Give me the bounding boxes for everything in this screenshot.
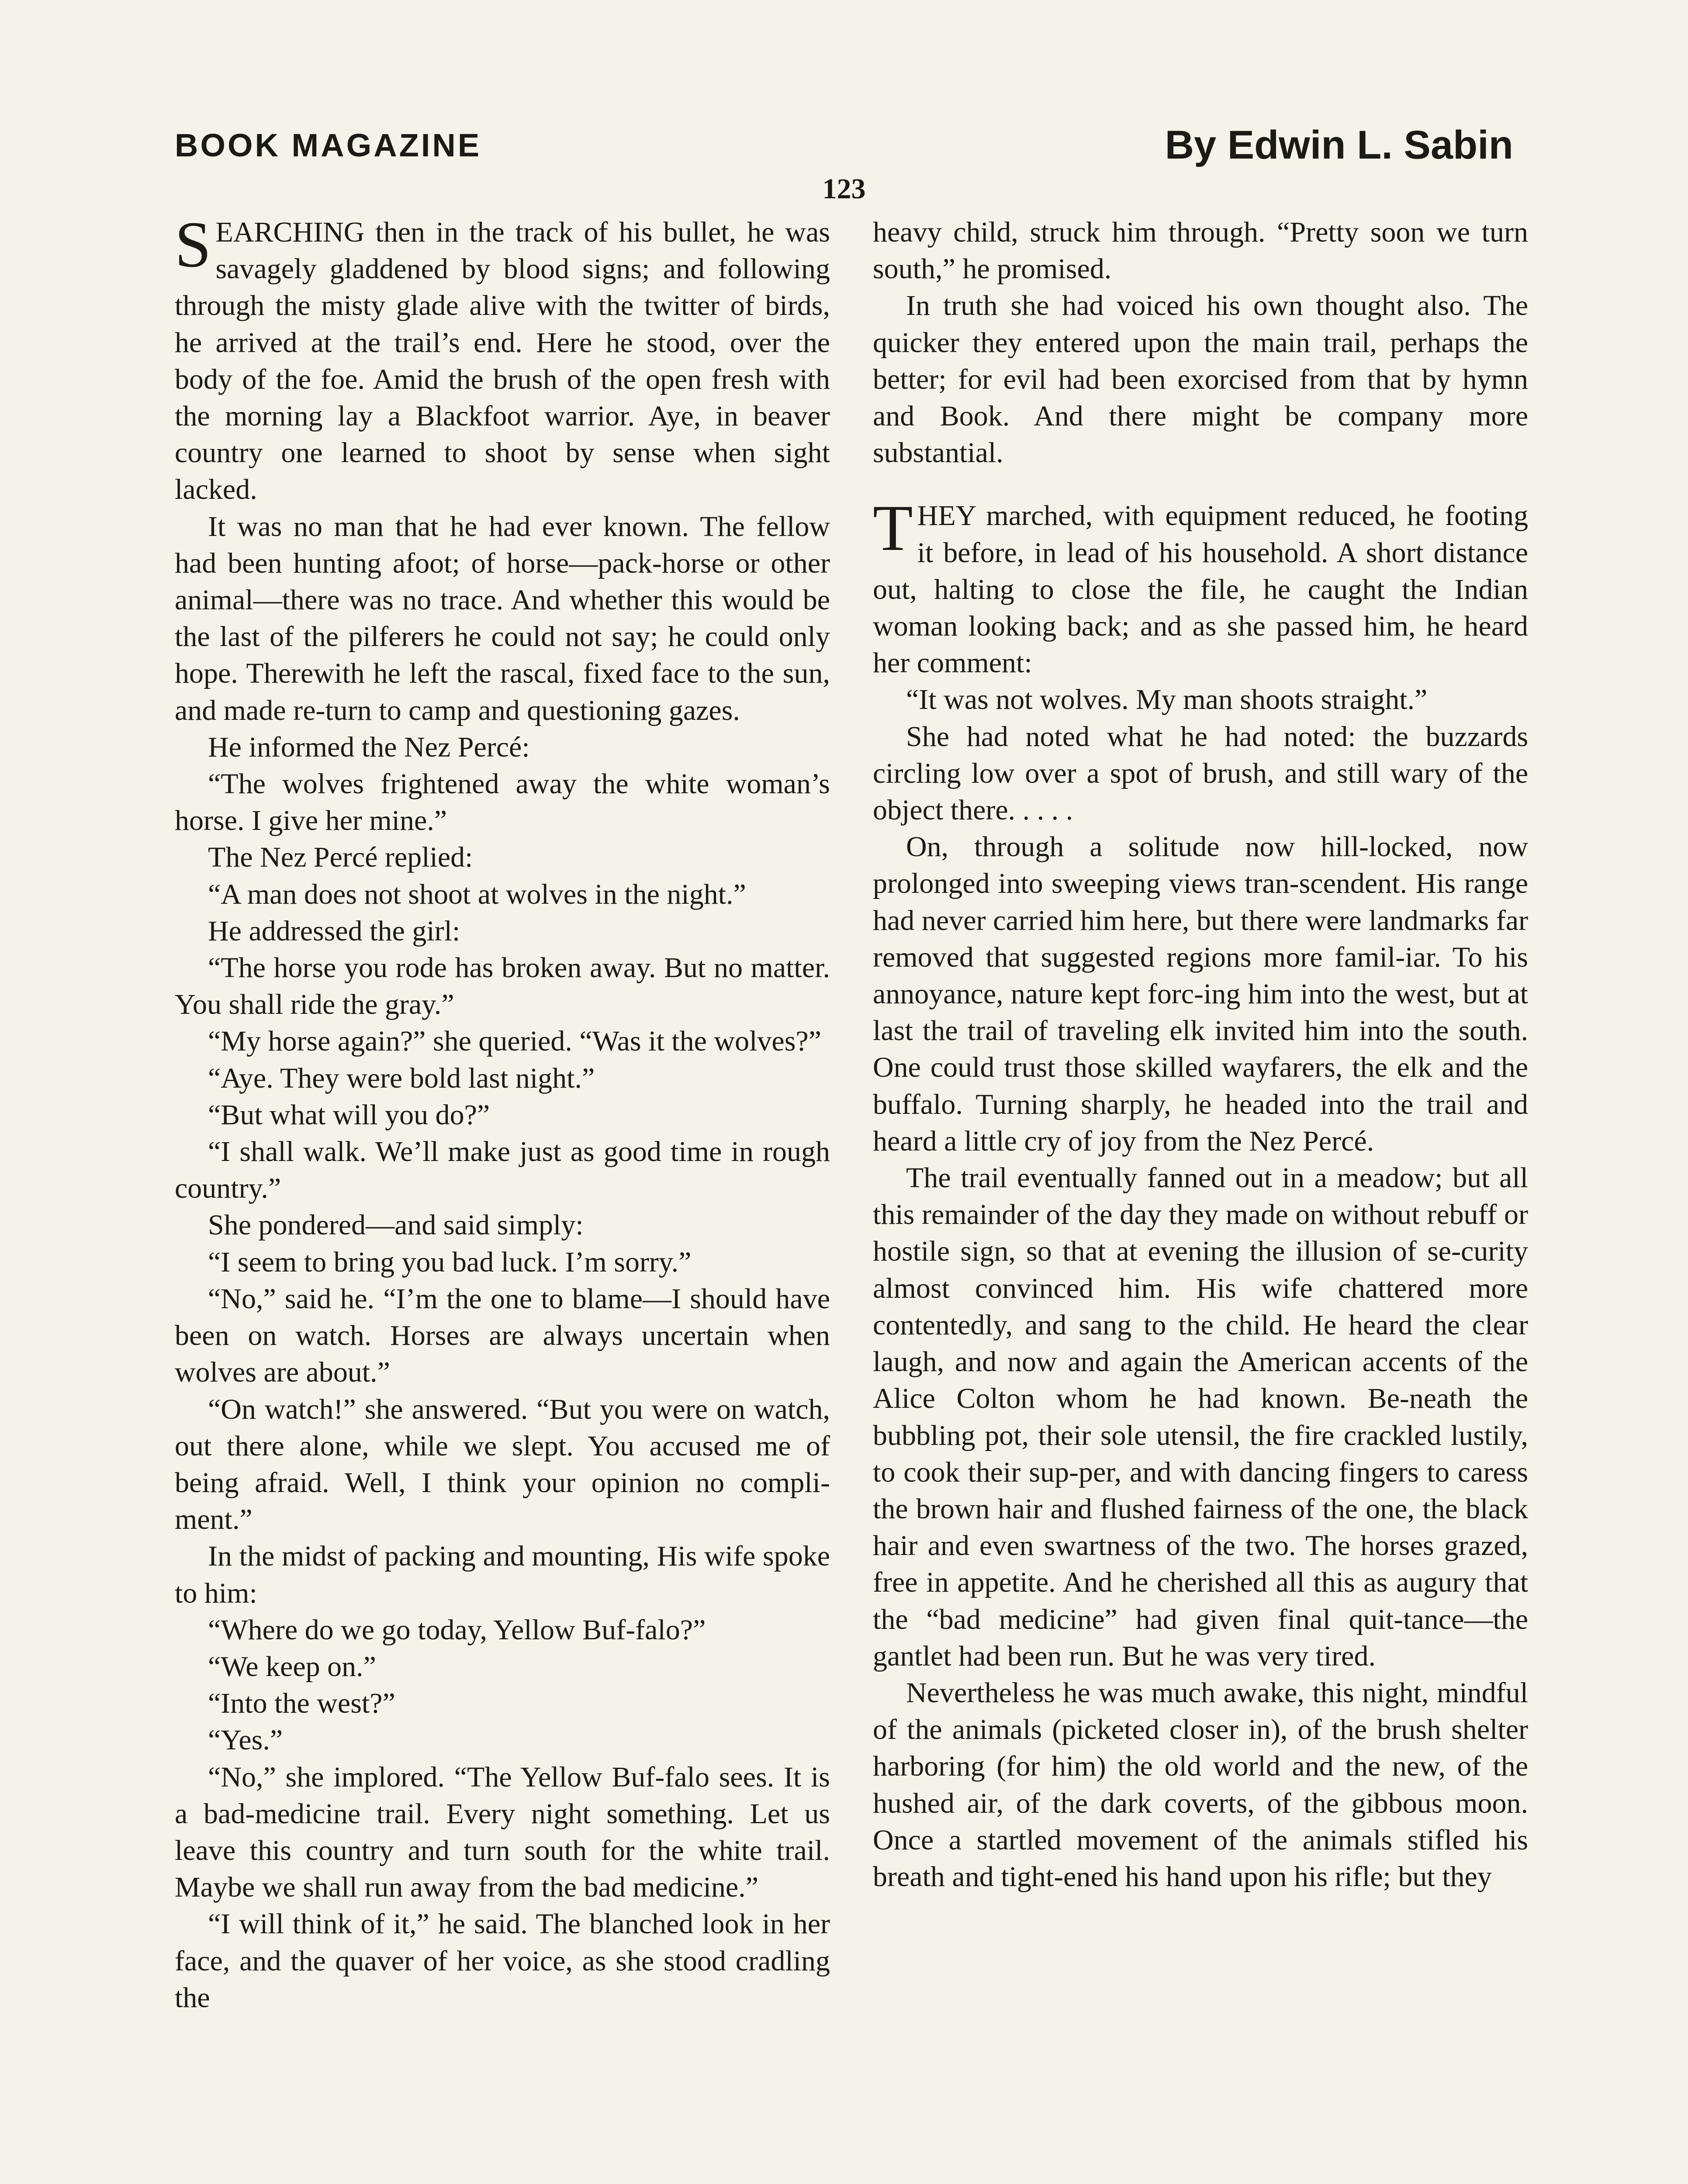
paragraph: Nevertheless he was much awake, this night, mindful of the animals (picketed closer in), of the brush shelter harboring (for him) the old world and the new, of the hushed air, of the dark coverts, of the gibbous moon. Once a startled movement of the animals stifled his breath and tight-ened his hand upon his rifle; but they	[873, 1676, 1528, 1893]
paragraph: “The wolves frightened away the white woman’s horse. I give her mine.”	[175, 768, 830, 837]
paragraph: “Where do we go today, Yellow Buf-falo?”	[208, 1614, 706, 1646]
paragraph: “We keep on.”	[208, 1650, 376, 1683]
paragraph: “I seem to bring you bad luck. I’m sorry.”	[208, 1246, 692, 1278]
publication-title: BOOK MAGAZINE	[175, 127, 482, 163]
paragraph: The Nez Percé replied:	[208, 841, 473, 874]
paragraph: “My horse again?” she queried. “Was it the wolves?”	[208, 1025, 821, 1057]
paragraph: On, through a solitude now hill-locked, now prolonged into sweeping views tran-scendent. His range had never carried him here, but there were landmarks far removed that suggested regions more famil-iar. To his annoyance, nature kept forc-ing him into the west, but at last the trail of traveling elk invited him into the south. One could trust those skilled wayfarers, the elk and the buffalo. Turning sharply, he headed into the trail and heard a little cry of joy from the Nez Percé.	[873, 831, 1528, 1157]
paragraph: It was no man that he had ever known. The fellow had been hunting afoot; of horse—pack-horse or other animal—there was no trace. And whether this would be the last of the pilferers he could not say; he could only hope. Therewith he left the rascal, fixed face to the sun, and made re-turn to camp and questioning gazes.	[175, 510, 830, 726]
page-number: 123	[822, 173, 866, 205]
paragraph: She pondered—and said simply:	[208, 1209, 584, 1241]
paragraph: heavy child, struck him through. “Pretty soon we turn south,” he promised.	[873, 216, 1528, 285]
paragraph: “No,” said he. “I’m the one to blame—I should have been on watch. Horses are always uncertain when wolves are about.”	[175, 1282, 830, 1389]
left-column	[175, 208, 830, 2016]
paragraph: “A man does not shoot at wolves in the night.”	[208, 878, 746, 910]
paragraph: “Yes.”	[208, 1724, 283, 1756]
paragraph: He addressed the girl:	[208, 915, 460, 947]
drop-cap: S	[175, 208, 211, 281]
author-byline: By Edwin L. Sabin	[1165, 123, 1513, 167]
paragraph: “On watch!” she answered. “But you were on watch, out there alone, while we slept. You accused me of being afraid. Well, I think your opinion no compli-ment.”	[175, 1393, 830, 1536]
paragraph: “It was not wolves. My man shoots straight.”	[906, 684, 1428, 716]
paragraph: In the midst of packing and mounting, His wife spoke to him:	[175, 1540, 830, 1609]
paragraph: She had noted what he had noted: the buzzards circling low over a spot of brush, and still wary of the object there. . . . .	[873, 720, 1528, 826]
paragraph: He informed the Nez Percé:	[208, 731, 530, 763]
drop-cap: T	[873, 492, 913, 565]
paragraph: The trail eventually fanned out in a meadow; but all this remainder of the day they made on without rebuff or hostile sign, so that at evening the illusion of se-curity almost convinced him. His wife chattered more contentedly, and sang to the child. He heard the clear laugh, and now and again the American accents of the Alice Colton whom he had known. Be-neath the bubbling pot, their sole utensil, the fire crackled lustily, to cook their sup-per, and with dancing fingers to caress the brown hair and flushed fairness of the one, the black hair and even swartness of the two. The horses grazed, free in appetite. And he cherished all this as augury that the “bad medicine” had given final quit-tance—the gantlet had been run. But he was very tired.	[873, 1162, 1528, 1672]
paragraph: In truth she had voiced his own thought also. The quicker they entered upon the main trail, perhaps the better; for evil had been exorcised from that by hymn and Book. And there might be company more substantial.	[873, 290, 1528, 469]
right-column	[873, 214, 1528, 1895]
paragraph: “No,” she implored. “The Yellow Buf-falo sees. It is a bad-medicine trail. Every night something. Let us leave this country and turn south for the white trail. Maybe we shall run away from the bad medicine.”	[175, 1761, 830, 1904]
page-header	[175, 118, 1513, 179]
opening-paragraph: SEARCHING then in the track of his bullet, he was savagely gladdened by blood signs; and following through the misty glade alive with the twitter of birds, he arrived at the trail’s end. Here he stood, over the body of the foe. Amid the brush of the open fresh with the morning lay a Blackfoot warrior. Aye, in beaver country one learned to shoot by sense when sight lacked.	[175, 208, 830, 506]
paragraph: “The horse you rode has broken away. But no matter. You shall ride the gray.”	[175, 952, 830, 1021]
paragraph: “But what will you do?”	[208, 1099, 490, 1131]
paragraph: “Aye. They were bold last night.”	[208, 1062, 595, 1094]
paragraph: “Into the west?”	[208, 1687, 395, 1720]
paragraph: “I will think of it,” he said. The blanched look in her face, and the quaver of her voice, as she stood cradling the	[175, 1908, 830, 2014]
paragraph: “I shall walk. We’ll make just as good time in rough country.”	[175, 1136, 830, 1205]
section-opening-paragraph: THEY marched, with equipment reduced, he footing it before, in lead of his household. A short distance out, halting to close the file, he caught the Indian woman looking back; and as she passed him, he heard her comment:	[873, 492, 1528, 679]
